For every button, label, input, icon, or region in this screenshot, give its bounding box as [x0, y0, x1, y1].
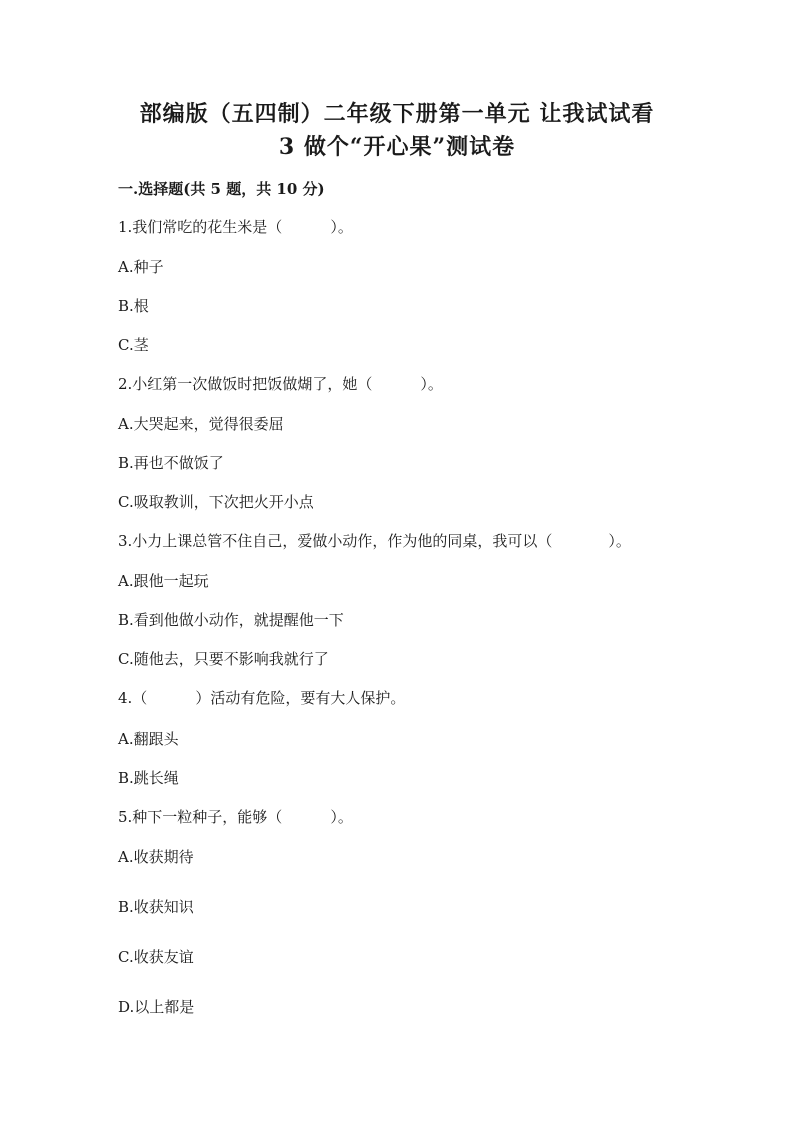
option-3c: C.随他去，只要不影响我就行了: [118, 650, 329, 668]
option-5b: B.收获知识: [118, 898, 194, 916]
question-stem-end: ）。: [330, 218, 353, 236]
option-1b: B.根: [118, 297, 149, 315]
question-stem-end: ）。: [420, 375, 443, 393]
question-1: [118, 217, 353, 237]
option-3b: B.看到他做小动作，就提醒他一下: [118, 611, 344, 629]
question-stem-start: 4.（: [118, 689, 148, 707]
question-5: [118, 807, 353, 827]
option-4b: B.跳长绳: [118, 769, 179, 787]
question-2: [118, 374, 443, 394]
question-stem-start: 3.小力上课总管不住自己，爱做小动作，作为他的同桌，我可以（: [118, 532, 553, 550]
question-3: [118, 531, 631, 551]
question-stem-end: ）。: [608, 532, 631, 550]
option-2b: B.再也不做饭了: [118, 454, 224, 472]
page-subtitle: 3 做个“开心果”测试卷: [278, 134, 516, 160]
option-1c: C.茎: [118, 336, 149, 354]
option-1a: A.种子: [118, 258, 164, 276]
option-3a: A.跟他一起玩: [118, 572, 209, 590]
option-5d: D.以上都是: [118, 998, 195, 1016]
question-4: [118, 688, 405, 708]
question-stem-start: 1.我们常吃的花生米是（: [118, 218, 283, 236]
option-5a: A.收获期待: [118, 848, 194, 866]
question-stem-start: 5.种下一粒种子，能够（: [118, 808, 283, 826]
question-stem-start: 2.小红第一次做饭时把饭做煳了，她（: [118, 375, 373, 393]
option-5c: C.收获友谊: [118, 948, 194, 966]
option-4a: A.翻跟头: [118, 730, 179, 748]
section-heading: 一.选择题(共 5 题，共 10 分): [118, 180, 325, 198]
question-stem-end: ）。: [330, 808, 353, 826]
option-2a: A.大哭起来，觉得很委屈: [118, 415, 284, 433]
question-stem-end: ）活动有危险，要有大人保护。: [195, 689, 406, 707]
option-2c: C.吸取教训，下次把火开小点: [118, 493, 314, 511]
page-title: 部编版（五四制）二年级下册第一单元 让我试试看: [139, 101, 655, 127]
